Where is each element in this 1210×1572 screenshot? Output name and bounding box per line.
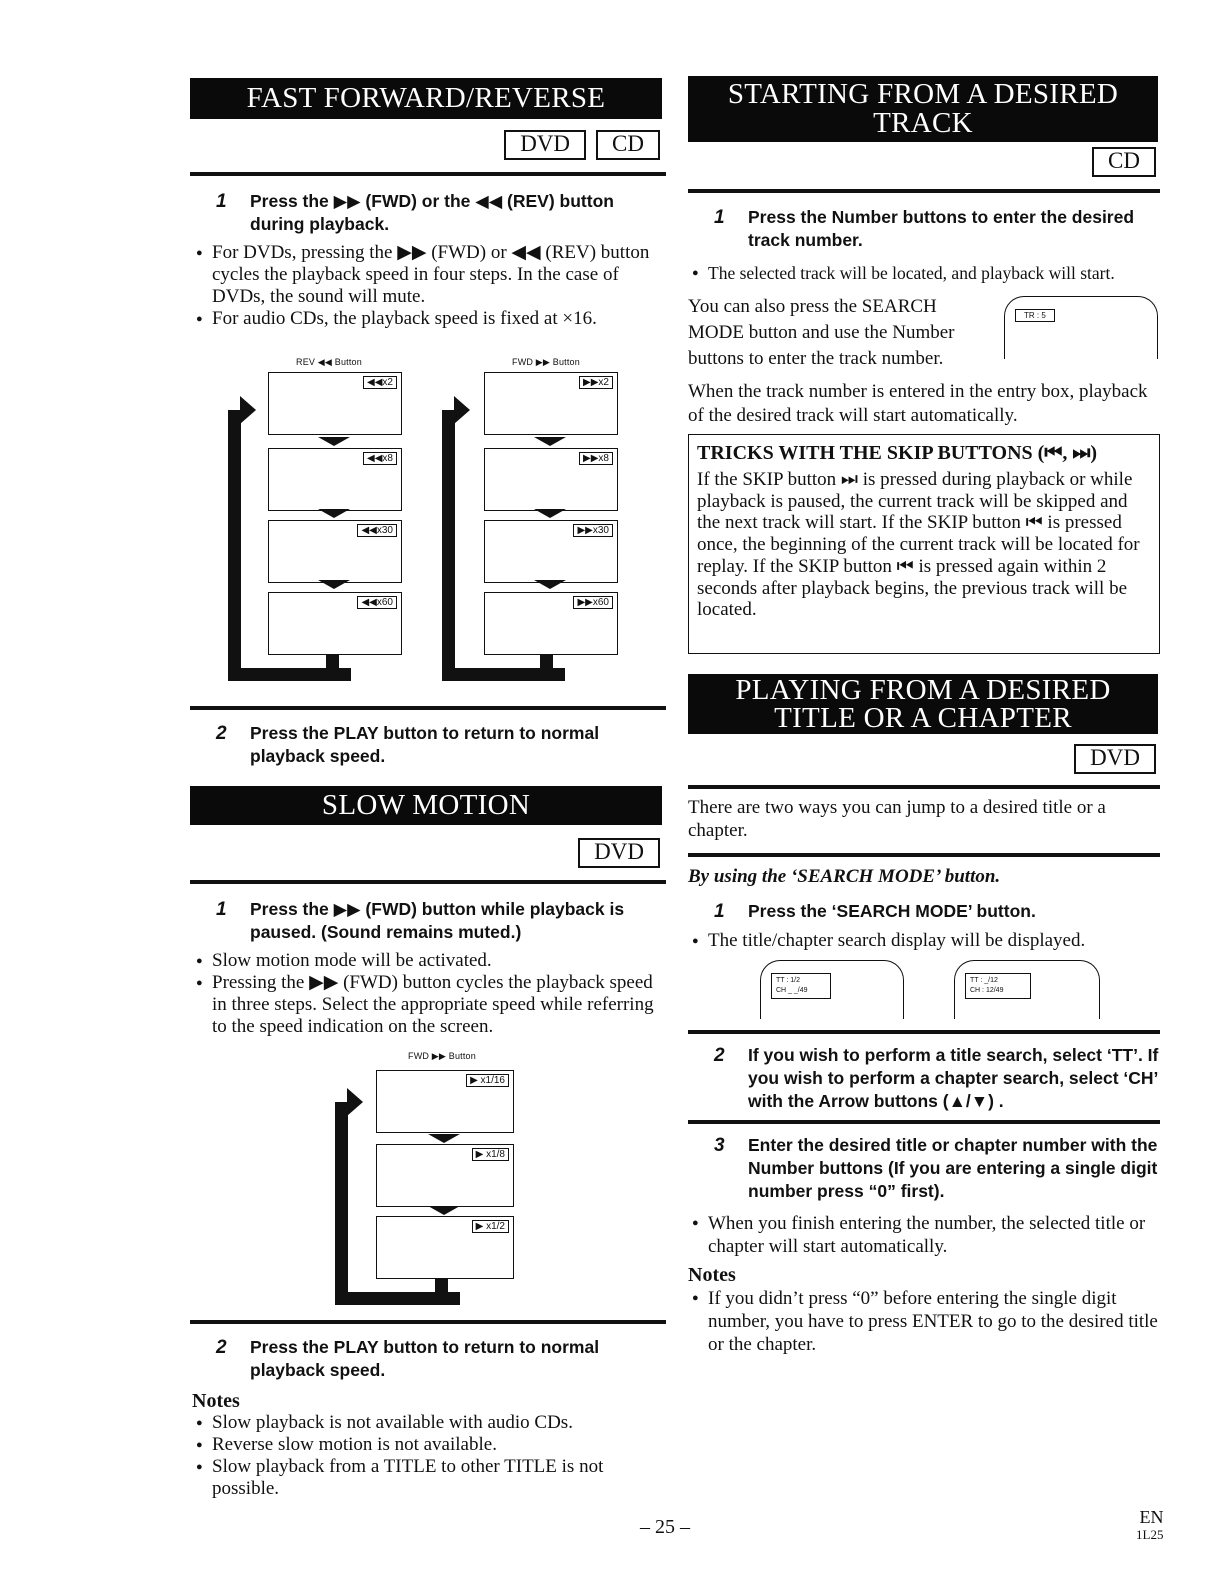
starting-from-track-heading bbox=[688, 76, 1158, 142]
ch-value: CH : 12/49 bbox=[970, 987, 1004, 994]
model-code: 1L25 bbox=[1136, 1527, 1164, 1542]
down-arrow-icon bbox=[318, 509, 350, 518]
slow-screen-3 bbox=[376, 1216, 514, 1279]
fwd-screen-4 bbox=[484, 592, 618, 655]
note-item: ● Reverse slow motion is not available. bbox=[192, 1434, 666, 1456]
slow-cycle-bracket-end bbox=[435, 1279, 448, 1303]
step-number: 2 bbox=[216, 723, 227, 744]
track-entry-screen bbox=[1004, 296, 1158, 359]
step-text: If you wish to perform a title search, select ‘TT’. If you wish to perform a chapter search, select ‘CH’ with the Arrow buttons (▲/▼) . bbox=[748, 1045, 1159, 1111]
slow-bullet-activated: ● Slow motion mode will be activated. bbox=[192, 950, 666, 972]
rev-screen-3 bbox=[268, 520, 402, 583]
title-bullet-item: ● The title/chapter search display will be displayed. bbox=[688, 930, 1160, 952]
speed-indicator: ▶ x1/2 bbox=[472, 1220, 509, 1233]
step-number: 1 bbox=[216, 191, 227, 212]
slow-motion-heading: SLOW MOTION bbox=[190, 786, 662, 825]
fwd-button-caption: FWD ▶▶ Button bbox=[512, 357, 580, 367]
badge-cd: CD bbox=[1092, 147, 1156, 177]
title-chapter-disc-badges bbox=[1074, 744, 1156, 774]
speed-indicator: ▶▶x60 bbox=[573, 596, 613, 609]
step-text: Enter the desired title or chapter number with the Number buttons (If you are entering a single digit number press “0” first). bbox=[748, 1135, 1158, 1201]
down-arrow-icon bbox=[428, 1206, 460, 1215]
section-rule bbox=[688, 1030, 1160, 1034]
track-entry-box: TR : 5 bbox=[1015, 309, 1055, 322]
speed-indicator: ▶ x1/8 bbox=[472, 1148, 509, 1161]
title-chapter-box bbox=[965, 973, 1031, 999]
title-step-1 bbox=[714, 900, 1158, 923]
section-rule bbox=[190, 880, 666, 884]
down-arrow-icon bbox=[318, 437, 350, 446]
ff-step-2 bbox=[216, 722, 664, 768]
title-chapter-box bbox=[771, 973, 831, 999]
down-arrow-icon bbox=[534, 437, 566, 446]
speed-indicator: ▶▶x8 bbox=[579, 452, 613, 465]
section-rule bbox=[190, 706, 666, 710]
ff-step-1 bbox=[216, 190, 664, 236]
speed-indicator: ◀◀x2 bbox=[363, 376, 397, 389]
section-rule bbox=[688, 785, 1160, 789]
fwd-cycle-arrowhead bbox=[454, 396, 470, 424]
title-search-display-2 bbox=[954, 960, 1100, 1019]
title-notes bbox=[688, 1264, 1160, 1356]
tt-value: TT : _/12 bbox=[970, 977, 998, 984]
track-search-mode-text: You can also press the SEARCH MODE button and use the Number buttons to enter the track number. bbox=[688, 296, 955, 369]
slow-step-2 bbox=[216, 1336, 664, 1382]
step-text: Press the ▶▶ (FWD) button while playback is paused. (Sound remains muted.) bbox=[250, 899, 625, 942]
title-step-3 bbox=[714, 1134, 1160, 1203]
speed-indicator: ◀◀x60 bbox=[357, 596, 397, 609]
step-text: Press the ‘SEARCH MODE’ button. bbox=[748, 901, 1036, 921]
slow-screen-2 bbox=[376, 1144, 514, 1207]
title-search-display-1 bbox=[760, 960, 904, 1019]
step-number: 2 bbox=[216, 1337, 227, 1358]
ff-bullet-dvd: ● For DVDs, pressing the ▶▶ (FWD) or ◀◀ (REV) button cycles the playback speed in four steps. In the case of DVDs, the sound will mute. bbox=[192, 242, 666, 308]
track-auto-play-text: When the track number is entered in the entry box, playback of the desired track will start automatically. bbox=[688, 381, 1148, 426]
badge-dvd: DVD bbox=[504, 130, 586, 160]
page-number: – 25 – bbox=[640, 1516, 690, 1538]
down-arrow-icon bbox=[534, 580, 566, 589]
heading-line-2: TRACK bbox=[873, 107, 973, 139]
note-item: ● Slow playback is not available with audio CDs. bbox=[192, 1412, 666, 1434]
slow-fwd-button-caption: FWD ▶▶ Button bbox=[408, 1051, 476, 1061]
step-number: 1 bbox=[714, 207, 725, 228]
step-text: Press the Number buttons to enter the desired track number. bbox=[748, 207, 1135, 250]
speed-indicator: ▶▶x2 bbox=[579, 376, 613, 389]
rev-screen-1 bbox=[268, 372, 402, 435]
section-rule bbox=[190, 1320, 666, 1324]
notes-heading: Notes bbox=[192, 1390, 240, 1412]
slow-bullet-speeds: ● Pressing the ▶▶ (FWD) button cycles the playback speed in three steps. Select the appropriate speed while referring to the speed indication on the screen. bbox=[192, 972, 666, 1038]
slow-notes bbox=[192, 1390, 666, 1500]
language-code: EN bbox=[1139, 1507, 1164, 1527]
ff-disc-badges bbox=[504, 130, 660, 160]
badge-dvd: DVD bbox=[1074, 744, 1156, 774]
section-rule bbox=[688, 1120, 1160, 1124]
fwd-screen-1 bbox=[484, 372, 618, 435]
tricks-skip-box bbox=[688, 434, 1160, 654]
tt-value: TT : 1/2 bbox=[776, 977, 800, 984]
section-rule bbox=[190, 172, 666, 176]
step-number: 1 bbox=[216, 899, 227, 920]
track-bullet bbox=[688, 262, 1160, 284]
fwd-screen-3 bbox=[484, 520, 618, 583]
track-bullet-item: ● The selected track will be located, and playback will start. bbox=[688, 262, 1160, 284]
title-step-2 bbox=[714, 1044, 1160, 1113]
step-text: Press the PLAY button to return to normal playback speed. bbox=[250, 723, 600, 766]
title-bullet-display bbox=[688, 930, 1160, 952]
title-bullet-auto bbox=[688, 1212, 1160, 1258]
speed-indicator: ▶ x1/16 bbox=[466, 1074, 509, 1087]
notes-heading: Notes bbox=[688, 1264, 736, 1286]
fast-forward-reverse-heading: FAST FORWARD/REVERSE bbox=[190, 78, 662, 119]
note-item: ● If you didn’t press “0” before entering the single digit number, you have to press ENTER to go to the desired title or the chapter. bbox=[688, 1287, 1160, 1356]
tricks-body: If the SKIP button ⏭ is pressed during playback or while playback is paused, the current track will be skipped and the next track will start. If the SKIP button ⏮ is pressed once, the beginning of the current track will be located for replay. If the SKIP button ⏮ is pressed again within 2 seconds after playback begins, the previous track will be located. bbox=[697, 469, 1140, 621]
note-item: ● Slow playback from a TITLE to other TITLE is not possible. bbox=[192, 1456, 666, 1500]
track-disc-badges bbox=[1092, 147, 1156, 177]
fwd-cycle-bracket-end bbox=[540, 655, 553, 679]
search-mode-subheading: By using the ‘SEARCH MODE’ button. bbox=[688, 866, 1001, 887]
ff-bullets bbox=[192, 242, 666, 330]
section-rule bbox=[688, 853, 1160, 857]
footer-code bbox=[1136, 1508, 1163, 1544]
step-number: 2 bbox=[714, 1045, 725, 1066]
slow-bullets bbox=[192, 950, 666, 1038]
down-arrow-icon bbox=[318, 580, 350, 589]
badge-cd: CD bbox=[596, 130, 660, 160]
step-number: 3 bbox=[714, 1135, 725, 1156]
slow-cycle-arrowhead bbox=[347, 1088, 363, 1116]
ch-value: CH _ _/49 bbox=[776, 987, 808, 994]
speed-indicator: ◀◀x30 bbox=[357, 524, 397, 537]
slow-step-1 bbox=[216, 898, 664, 944]
track-step-1 bbox=[714, 206, 1158, 252]
step-text: Press the ▶▶ (FWD) or the ◀◀ (REV) button during playback. bbox=[250, 191, 614, 234]
step-number: 1 bbox=[714, 901, 725, 922]
speed-indicator: ▶▶x30 bbox=[573, 524, 613, 537]
rev-screen-4 bbox=[268, 592, 402, 655]
step-text: Press the PLAY button to return to normal playback speed. bbox=[250, 1337, 600, 1380]
rev-cycle-bracket-end bbox=[326, 655, 339, 679]
rev-screen-2 bbox=[268, 448, 402, 511]
heading-line-1: STARTING FROM A DESIRED bbox=[727, 78, 1119, 110]
section-rule bbox=[688, 189, 1160, 193]
slow-disc-badges bbox=[578, 838, 660, 868]
down-arrow-icon bbox=[534, 509, 566, 518]
title-bullet-item: ● When you finish entering the number, the selected title or chapter will start automatically. bbox=[688, 1212, 1160, 1258]
rev-button-caption: REV ◀◀ Button bbox=[296, 357, 362, 367]
down-arrow-icon bbox=[428, 1134, 460, 1143]
rev-cycle-arrowhead bbox=[240, 396, 256, 424]
heading-line-2: TITLE OR A CHAPTER bbox=[774, 702, 1072, 734]
tricks-heading: TRICKS WITH THE SKIP BUTTONS (⏮, ⏭) bbox=[697, 442, 1098, 464]
badge-dvd: DVD bbox=[578, 838, 660, 868]
heading-line-1: PLAYING FROM A DESIRED bbox=[735, 674, 1111, 706]
speed-indicator: ◀◀x8 bbox=[363, 452, 397, 465]
ff-bullet-cd: ● For audio CDs, the playback speed is fixed at ×16. bbox=[192, 308, 666, 330]
slow-screen-1 bbox=[376, 1070, 514, 1133]
fwd-screen-2 bbox=[484, 448, 618, 511]
title-chapter-intro: There are two ways you can jump to a desired title or a chapter. bbox=[688, 797, 1106, 841]
playing-title-chapter-heading bbox=[688, 674, 1158, 734]
